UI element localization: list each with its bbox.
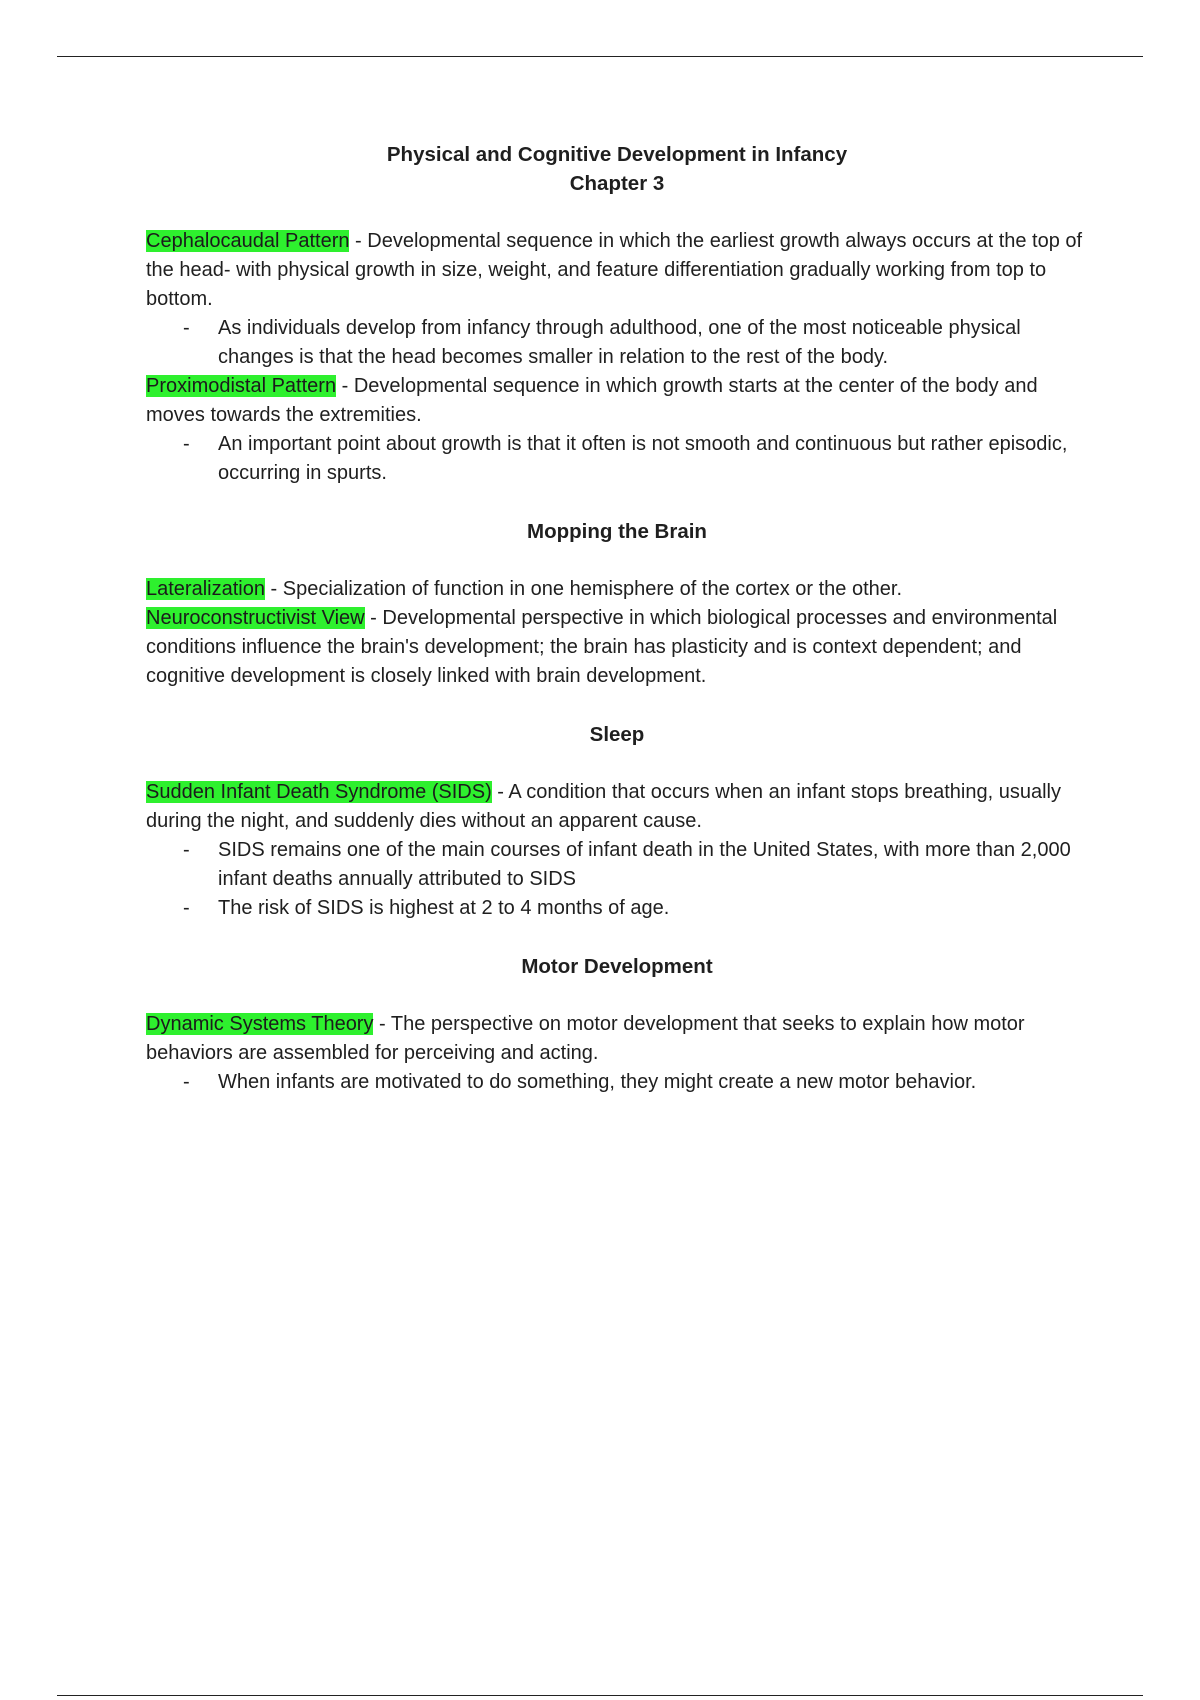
highlighted-term: Cephalocaudal Pattern — [146, 230, 350, 252]
bullet-item: - SIDS remains one of the main courses of infant death in the United States, with more than 2,000 infant deaths annually attributed to SIDS — [218, 836, 1088, 894]
section-heading: Sleep — [589, 723, 645, 746]
section-brain — [146, 517, 1088, 691]
definition-text: - Developmental sequence in which the earliest growth always occurs at the top of the head- with physical growth in size, weight, and feature differentiation gradually working from top to bottom. — [146, 230, 1083, 310]
definition-entry — [146, 575, 1088, 604]
section-heading: Motor Development — [521, 955, 713, 978]
highlighted-term: Dynamic Systems Theory — [146, 1013, 374, 1035]
definition-text: - Developmental perspective in which biological processes and environmental conditions influence the brain's development; the brain has plasticity and is context dependent; and cognitive development is closely linked with brain development. — [146, 607, 1058, 687]
bullet-item: - When infants are motivated to do something, they might create a new motor behavior. — [218, 1068, 1088, 1097]
bullet-list — [146, 430, 1088, 488]
top-rule — [57, 56, 1143, 57]
highlighted-term: Neuroconstructivist View — [146, 607, 365, 629]
highlighted-term: Proximodistal Pattern — [146, 375, 337, 397]
bullet-list — [146, 836, 1088, 923]
bullet-item: - An important point about growth is that it often is not smooth and continuous but rather episodic, occurring in spurts. — [218, 430, 1088, 488]
definition-entry — [146, 227, 1088, 314]
definition-text: - A condition that occurs when an infant stops breathing, usually during the night, and suddenly dies without an apparent cause. — [146, 781, 1061, 832]
definition-text: - Developmental sequence in which growth starts at the center of the body and moves towards the extremities. — [146, 375, 1038, 426]
section-heading: Mopping the Brain — [527, 520, 707, 543]
section-motor-development — [146, 952, 1088, 1097]
document-title: Physical and Cognitive Development in Infancy — [386, 143, 848, 166]
definition-text: - Specialization of function in one hemisphere of the cortex or the other. — [264, 578, 903, 600]
bullet-list — [146, 1068, 1088, 1097]
definition-entry — [146, 372, 1088, 430]
bullet-item: - As individuals develop from infancy through adulthood, one of the most noticeable physical changes is that the head becomes smaller in relation to the rest of the body. — [218, 314, 1088, 372]
highlighted-term: Sudden Infant Death Syndrome (SIDS) — [146, 781, 492, 803]
bullet-item: - The risk of SIDS is highest at 2 to 4 months of age. — [218, 894, 1088, 923]
definition-text: - The perspective on motor development that seeks to explain how motor behaviors are assembled for perceiving and acting. — [146, 1013, 1025, 1064]
highlighted-term: Lateralization — [146, 578, 265, 600]
document-page — [146, 140, 1088, 1097]
bullet-list — [146, 314, 1088, 372]
section-growth-patterns — [146, 227, 1088, 488]
definition-entry — [146, 1010, 1088, 1068]
bottom-rule — [57, 1695, 1143, 1696]
definition-entry — [146, 604, 1088, 691]
definition-entry — [146, 778, 1088, 836]
section-sleep — [146, 720, 1088, 923]
document-subtitle: Chapter 3 — [569, 172, 665, 195]
